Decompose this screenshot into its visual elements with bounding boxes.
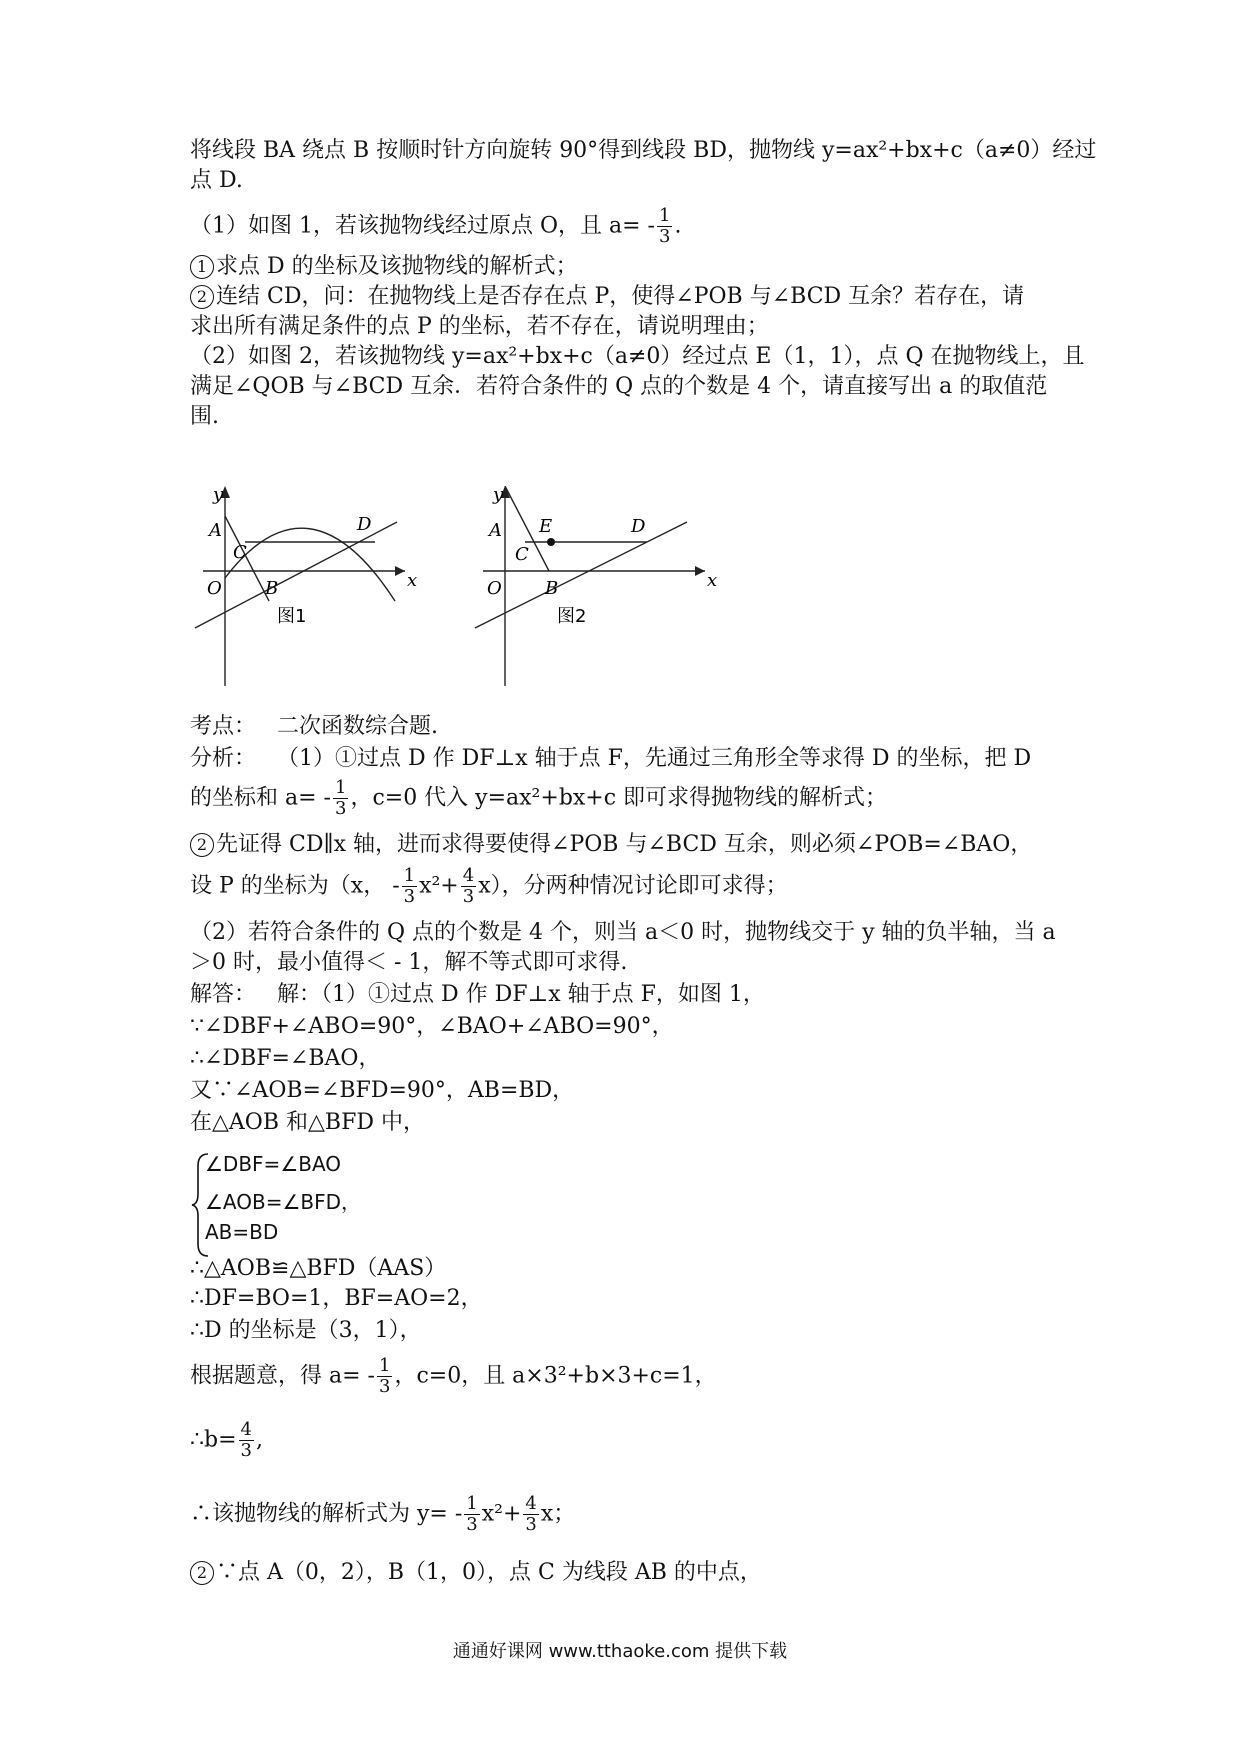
solution-line-10: ∴该抛物线的解析式为 y= - $\frac{1}{3}$ x²+ $\frac{4}{3}$ x； (190, 1493, 576, 1535)
solution-line-8: 根据题意，得 a= - $\frac{1}{3}$ ，c=0，且 a×3²+b×3+c=1， (190, 1355, 717, 1397)
fig1-label-b: B (265, 578, 279, 599)
fenxi-line-2: 的坐标和 a= - $\frac{1}{3}$ ，c=0 代入 y=ax²+bx+c 即可求得抛物线的解析式； (190, 777, 888, 819)
fig1-label-a: A (209, 520, 222, 541)
solution-line-6: ∴DF=BO=1，BF=AO=2， (190, 1286, 483, 1311)
fenxi-line-3: 2 先证得 CD∥x 轴，进而求得要使得∠POB 与∠BCD 互余，则必须∠POB=∠BAO， (190, 830, 1032, 860)
fig2-label-a: A (489, 520, 502, 541)
circled-number-1: 1 (190, 255, 214, 279)
figure-1 (195, 486, 417, 686)
fenxi-line-4: 设 P 的坐标为（x， - $\frac{1}{3}$ x²+ $\frac{4}{3}$ x），分两种情况讨论即可求得； (190, 865, 788, 907)
fig1-label-y: y (213, 486, 224, 505)
fig2-label-c: C (515, 544, 529, 565)
question-1-text: （1）如图 1，若该抛物线经过原点 O，且 a= - (190, 213, 655, 239)
solution-line-2: ∴∠DBF=∠BAO， (190, 1046, 381, 1071)
fraction-one-third: $\frac{1}{3}$ (659, 205, 671, 247)
fig2-caption: 图2 (557, 606, 587, 627)
fraction-one-third: $\frac{1}{3}$ (466, 1493, 478, 1535)
system-line-2: ∠AOB=∠BFD， (205, 1190, 362, 1214)
intro-line-1: 将线段 BA 绕点 B 按顺时针方向旋转 90°得到线段 BD，抛物线 y=ax²+bx+c（a≠0）经过 (190, 138, 1097, 163)
fig1-label-c: C (233, 542, 247, 563)
fig1-caption: 图1 (277, 606, 307, 627)
solution-line-0: 解答： 解：（1）①过点 D 作 DF⊥x 轴于点 F，如图 1， (190, 982, 765, 1007)
solution-line-7: ∴D 的坐标是（3，1）， (190, 1318, 422, 1343)
system-line-3: AB=BD (205, 1220, 279, 1244)
question-2-line-2: 满足∠QOB 与∠BCD 互余．若符合条件的 Q 点的个数是 4 个，请直接写出 a 的取值范 (190, 374, 1048, 399)
fig1-label-x: x (407, 570, 418, 591)
fraction-one-third: $\frac{1}{3}$ (334, 777, 347, 819)
fraction-one-third: $\frac{1}{3}$ (403, 865, 416, 907)
fraction-four-thirds: $\frac{4}{3}$ (240, 1419, 252, 1461)
solution-line-4: 在△AOB 和△BFD 中， (190, 1110, 425, 1135)
solution-line-3: 又∵∠AOB=∠BFD=90°，AB=BD， (190, 1078, 575, 1103)
question-1-sub-2-cont: 求出所有满足条件的点 P 的坐标，若不存在，请说明理由； (190, 314, 769, 339)
kaodian-label: 考点： (190, 714, 257, 739)
question-2-line-1: （2）如图 2，若该抛物线 y=ax²+bx+c（a≠0）经过点 E（1，1），点 Q 在抛物线上，且 (190, 344, 1085, 369)
kaodian-line (190, 712, 438, 742)
solution-line-9: ∴b= $\frac{4}{3}$ , (190, 1419, 263, 1461)
solution-label: 解答： (190, 982, 257, 1007)
fig2-label-y: y (493, 486, 504, 505)
fig1-label-d: D (357, 514, 372, 535)
fig2-label-x: x (707, 570, 718, 591)
fenxi-line-6: ＞0 时，最小值得＜ - 1，解不等式即可求得. (190, 950, 628, 975)
figure-2 (475, 486, 717, 686)
question-1: （1）如图 1，若该抛物线经过原点 O，且 a= - $\frac{1}{3}$ . (190, 205, 682, 247)
kaodian-text: 二次函数综合题. (277, 714, 438, 739)
fraction-four-thirds: $\frac{4}{3}$ (525, 1493, 537, 1535)
fig2-label-b: B (545, 578, 559, 599)
question-2-line-3: 围. (190, 404, 219, 429)
solution-line-1: ∵∠DBF+∠ABO=90°，∠BAO+∠ABO=90°， (190, 1014, 674, 1039)
solution-line-11: 2 ∵点 A（0，2），B（1，0），点 C 为线段 AB 的中点， (190, 1558, 762, 1588)
figures (185, 486, 785, 698)
page-footer: 通通好课网 www.tthaoke.com 提供下载 (452, 1641, 788, 1662)
fraction-one-third: $\frac{1}{3}$ (378, 1355, 391, 1397)
intro-line-2: 点 D. (190, 168, 243, 193)
circled-number-2: 2 (190, 285, 214, 309)
fraction-four-thirds: $\frac{4}{3}$ (462, 865, 475, 907)
circled-number-2: 2 (190, 1561, 214, 1585)
question-1-sub-1: 1 求点 D 的坐标及该抛物线的解析式； (190, 252, 578, 282)
fig2-label-e: E (539, 516, 553, 537)
fenxi-line-1: 分析： （1）①过点 D 作 DF⊥x 轴于点 F，先通过三角形全等求得 D 的坐标，把 D (190, 746, 1032, 771)
question-1-sub-2: 2 连结 CD，问：在抛物线上是否存在点 P，使得∠POB 与∠BCD 互余？若存在，请 (190, 282, 1024, 312)
fenxi-line-5: （2）若符合条件的 Q 点的个数是 4 个，则当 a＜0 时，抛物线交于 y 轴的负半轴，当 a (190, 920, 1056, 945)
fig1-label-o: O (207, 578, 222, 599)
solution-line-5: ∴△AOB≌△BFD（AAS） (190, 1256, 447, 1281)
fig2-label-d: D (631, 516, 646, 537)
system-line-1: ∠DBF=∠BAO (205, 1152, 342, 1176)
fenxi-label: 分析： (190, 746, 257, 771)
fig2-label-o: O (487, 578, 502, 599)
circled-number-2: 2 (190, 833, 214, 857)
